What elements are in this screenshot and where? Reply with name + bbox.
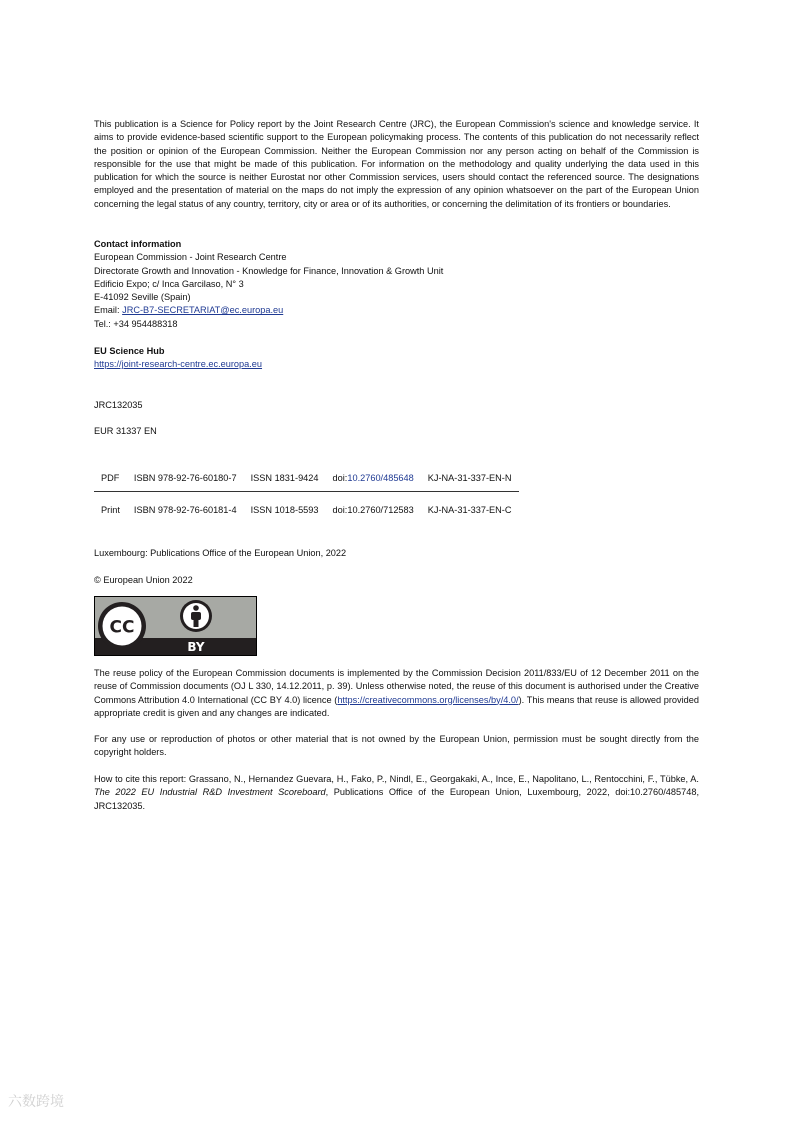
cc-icon — [98, 602, 146, 650]
contact-heading: Contact information — [94, 239, 182, 249]
doi-prefix: doi: — [332, 505, 348, 516]
photos-paragraph: For any use or reproduction of photos or other material that is not owned by the European Union, permission must be sought directly from the copyright holders. — [94, 734, 699, 758]
eu-science-hub — [94, 345, 699, 372]
doi-cell — [326, 492, 421, 524]
identifiers-table — [94, 470, 519, 523]
license-link[interactable]: https://creativecommons.org/licenses/by/4.0/ — [337, 694, 519, 705]
doi-cell — [326, 470, 421, 492]
citation-rest: , Publications Office of the European Union, Luxembourg, 2022, doi:10.2760/485748, JRC132035. — [94, 787, 699, 811]
isbn-cell: ISBN 978-92-76-60180-7 — [127, 470, 244, 492]
issn-cell: ISSN 1018-5593 — [250, 505, 319, 516]
format-cell: PDF — [94, 470, 127, 492]
watermark-logo: 六数跨境 — [8, 1094, 64, 1110]
doi-value: 10.2760/712583 — [347, 505, 414, 516]
jrc-number: JRC132035 — [94, 400, 143, 410]
catalogue-cell: KJ-NA-31-337-EN-N — [421, 470, 519, 492]
by-label: BY — [187, 640, 205, 654]
email-label: Email: — [94, 305, 123, 316]
copyright-line: © European Union 2022 — [94, 575, 193, 585]
format-cell: Print — [101, 505, 120, 516]
disclaimer-paragraph: This publication is a Science for Policy report by the Joint Research Centre (JRC), the European Commission's science and knowledge service. It aims to provide evidence-based scientific support to the European policymaking process. The contents of this publication do not necessarily reflect the position or opinion of the European Commission. Neither the European Commission nor any person acting on behalf of the Commission is responsible for the use that might be made of this publication. For information on the methodology and quality underlying the data used in this publication for which the source is neither Eurostat nor other Commission services, users should contact the referenced source. The designations employed and the presentation of material on the maps do not imply the expression of any opinion whatsoever on the part of the European Union concerning the legal status of any country, territory, city or area or of its authorities, or concerning the delimitation of its frontiers or boundaries. — [94, 119, 699, 209]
table-row — [94, 470, 519, 492]
issn-cell: ISSN 1831-9424 — [244, 470, 326, 492]
attribution-person-icon — [180, 600, 212, 632]
contact-information — [94, 238, 699, 331]
isbn-cell: ISBN 978-92-76-60181-4 — [133, 505, 237, 516]
contact-tel: Tel.: +34 954488318 — [94, 318, 178, 329]
contact-line-3: Edificio Expo; c/ Inca Garcilaso, N° 3 — [94, 278, 244, 289]
hub-heading: EU Science Hub — [94, 346, 165, 356]
eur-number: EUR 31337 EN — [94, 426, 157, 436]
cc-label: CC — [109, 617, 135, 638]
doi-link[interactable]: 10.2760/485648 — [347, 472, 414, 483]
table-row — [94, 492, 519, 524]
citation-paragraph — [94, 773, 699, 813]
reuse-text-before: The reuse policy of the European Commission documents is implemented by the Commission Decision 2011/833/EU of 12 December 2011 on the reuse of Commission documents (OJ L 330, 14.12.2011, p. 39). Unless otherwise noted, the reuse of this document is authorised under the Creative Commons Attribution 4.0 International (CC BY 4.0) licence ( — [94, 668, 699, 705]
contact-email-line — [94, 304, 699, 317]
cc-by-graphic — [95, 597, 256, 655]
contact-line-1: European Commission - Joint Research Centre — [94, 252, 287, 263]
hub-link[interactable]: https://joint-research-centre.ec.europa.eu — [94, 359, 263, 370]
catalogue-cell: KJ-NA-31-337-EN-C — [427, 505, 512, 516]
contact-line-2: Directorate Growth and Innovation - Knowledge for Finance, Innovation & Growth Unit — [94, 265, 444, 276]
email-link[interactable]: JRC-B7-SECRETARIAT@ec.europa.eu — [122, 305, 284, 316]
citation-title: The 2022 EU Industrial R&D Investment Scoreboard — [94, 787, 326, 798]
contact-line-4: E-41092 Seville (Spain) — [94, 292, 191, 303]
publisher-line: Luxembourg: Publications Office of the European Union, 2022 — [94, 548, 347, 558]
doi-prefix: doi: — [332, 472, 348, 483]
cc-by-license-badge — [94, 596, 257, 656]
citation-authors: How to cite this report: Grassano, N., Hernandez Guevara, H., Fako, P., Nindl, E., Georgakaki, A., Ince, E., Napolitano, L., Rentocchini, F., Tübke, A. — [94, 774, 699, 784]
reuse-text-after: ). This means that reuse is allowed provided appropriate credit is given and any changes are indicated. — [94, 694, 699, 718]
reuse-policy-paragraph — [94, 667, 699, 720]
